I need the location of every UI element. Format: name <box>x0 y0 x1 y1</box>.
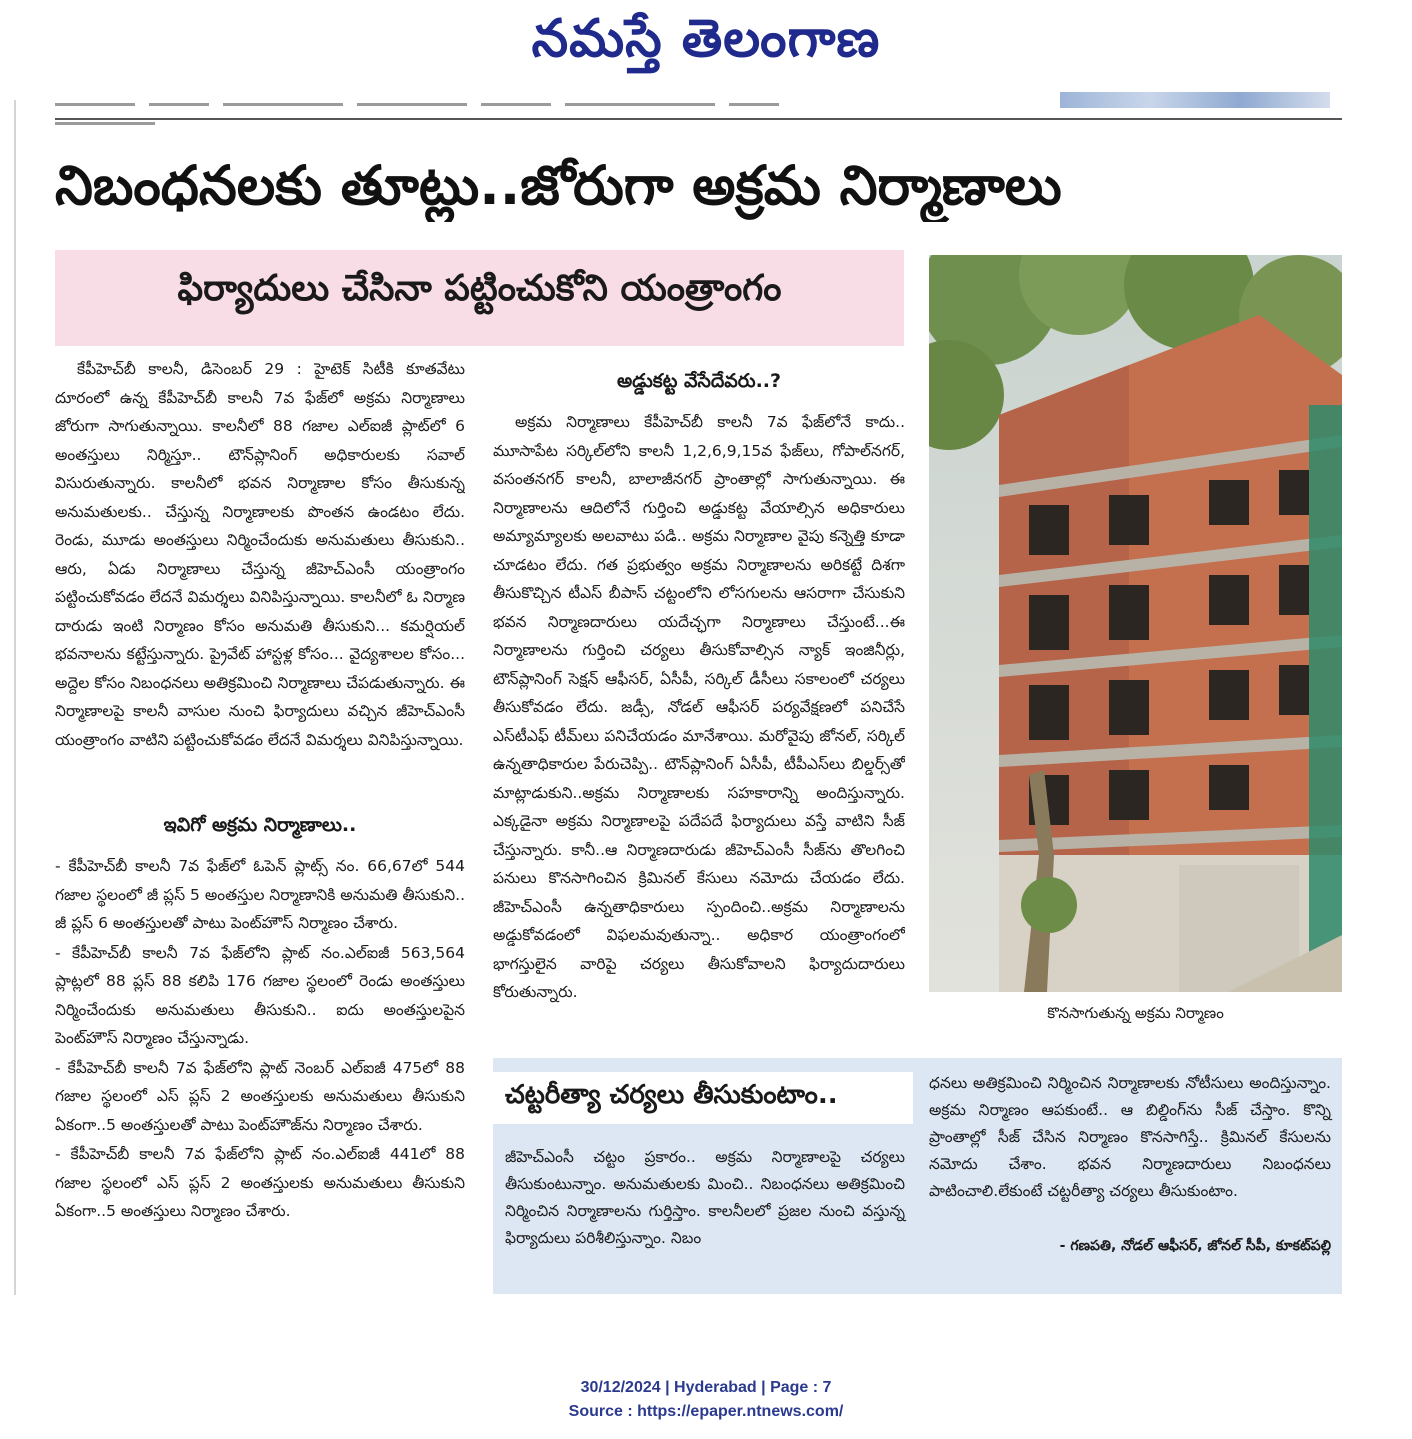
illegal-constructions-list <box>55 852 465 1272</box>
page-edge-shadow <box>14 100 16 1295</box>
statement-text-right: ధనలు అతిక్రమించి నిర్మించిన నిర్మాణాలకు నోటీసులు అందిస్తున్నాం. అక్రమ నిర్మాణం ఆపకుంటే.. ఆ బిల్డింగ్‌ను సీజ్ చేస్తాం. కొన్ని ప్రాంతాల్లో సీజ్ చేసిన నిర్మాణం కొనసాగిస్తే.. క్రిమినల్ కేసులను నమోదు చేశాం. భవన నిర్మాణదారులు నిబంధనలు పాటించాలి.లేకుంటే చట్టరీత్యా చర్యలు తీసుకుంటాం. <box>929 1074 1331 1200</box>
list-item: - కేపీహెచ్‌బీ కాలనీ 7వ ఫేజ్‌లోని ప్లాట్ నెంబర్ ఎల్‌ఐజీ 475లో 88 గజాల స్థలంలో ఎస్ ప్లస్ 2 అంతస్తులకు అనుమతులు తీసుకుని ఏకంగా..5 అంతస్తులతో పాటు పెంట్‌హౌజ్‌ను నిర్మాణం చేశారు. <box>55 1058 465 1134</box>
list-item: - కేపీహెచ్‌బీ కాలనీ 7వ ఫేజ్‌లోని ప్లాట్ నం.ఎల్‌ఐజీ 563,564 ప్లాట్లలో 88 ప్లస్ 88 కలిపి 176 గజాల స్థలంలో రెండు అంతస్తులు నిర్మించేందుకు అనుమతులు తీసుకుని.. ఐదు అంతస్తులపైన పెంట్‌హౌస్ నిర్మాణం చేస్తున్నాడు. <box>55 943 465 1047</box>
masthead-ad-thumbnail <box>1060 92 1330 108</box>
column2-heading: అడ్డుకట్ట వేసేదేవరు..? <box>616 370 782 392</box>
photo-caption: కొనసాగుతున్న అక్రమ నిర్మాణం <box>1047 1004 1224 1022</box>
masthead-date-strip <box>55 94 875 102</box>
statement-text-left: జీహెచ్‌ఎంసీ చట్టం ప్రకారం.. అక్రమ నిర్మాణాలపై చర్యలు తీసుకుంటున్నాం. అనుమతులకు మించి.. నిబంధనలు అతిక్రమించి నిర్మించిన నిర్మాణాలను గుర్తిస్తాం. కాలనీలలో ప్రజల నుంచి వస్తున్న ఫిర్యాదులు పరిశీలిస్తున్నాం. నిబం <box>505 1148 905 1247</box>
building-illustration <box>929 255 1342 992</box>
masthead-divider <box>55 118 1342 120</box>
subheadline: ఫిర్యాదులు చేసినా పట్టించుకోని యంత్రాంగం <box>177 268 782 309</box>
main-headline: నిబంధనలకు తూట్లు..జోరుగా అక్రమ నిర్మాణాలు <box>55 154 1062 217</box>
article-column-1 <box>55 355 465 754</box>
list-item: - కేపీహెచ్‌బీ కాలనీ 7వ ఫేజ్‌లోని ప్లాట్ నం.ఎల్‌ఐజీ 441లో 88 గజాల స్థలంలో ఎస్ ప్లస్ 2 అంతస్తులకు అనుమతులు తీసుకుని ఏకంగా..5 అంతస్తులు నిర్మాణం చేశారు. <box>55 1145 465 1220</box>
article-column-2 <box>493 408 905 1048</box>
column2-paragraph: అక్రమ నిర్మాణాలు కేపీహెచ్‌బీ కాలనీ 7వ ఫేజ్‌లోనే కాదు.. మూసాపేట సర్కిల్‌లోని కాలనీ 1,2,6,9,15వ ఫేజ్‌లు, గోపాల్‌నగర్, వసంతనగర్ కాలనీ, బాలాజీనగర్ ప్రాంతాల్లో సాగుతున్నాయి. ఈ నిర్మాణాలను ఆదిలోనే గుర్తించి అడ్డుకట్ట వేయాల్సిన అధికారులు అమ్యామ్యాలకు అలవాటు పడి.. అక్రమ నిర్మాణాల వైపు కన్నెత్తి కూడా చూడటం లేదు. గత ప్రభుత్వం అక్రమ నిర్మాణాలను అరికట్టే దిశగా తీసుకొచ్చిన టీఎస్ బీపాస్ చట్టంలోని లోసగులను ఆసరాగా చేసుకుని భవన నిర్మాణదారులు యదేచ్ఛగా నిర్మాణాలు చేస్తుంటే...ఈ నిర్మాణాలను గుర్తించి చర్యలు తీసుకోవాల్సిన న్యాక్ ఇంజినీర్లు, టౌన్‌ప్లానింగ్ సెక్షన్ ఆఫీసర్, ఏసీపీ, సర్కిల్ డీసీలు సకాలంలో చర్యలు తీసుకోవడం లేదు. జడ్సీ, నోడల్ ఆఫీసర్ పర్యవేక్షణలో పనిచేసే ఎస్‌టీఎఫ్ టీమ్‌లు పనిచేయడం మానేశాయి. మరోవైపు జోనల్, సర్కిల్ ఉన్నతాధికారుల పేరుచెప్పి.. టౌన్‌ప్లానింగ్ ఏసీపీ, టీపీఎస్‌లు బిల్డర్స్‌తో మాట్లాడుకుని..అక్రమ నిర్మాణాలకు సహకారాన్ని అందిస్తున్నారు. ఎక్కడైనా అక్రమ నిర్మాణాలపై పదేపదే ఫిర్యాదులు వస్తే వాటిని సీజ్ చేస్తున్నారు. కానీ..ఆ నిర్మాణదారుడు జీహెచ్‌ఎంసీ సీజ్‌ను తొలగించి పనులు కొనసాగించిన క్రిమినల్ కేసులు నమోదు చేయడం లేదు. జీహెచ్‌ఎంసీ ఉన్నతాధికారులు స్పందించి..అక్రమ నిర్మాణాలను అడ్డుకోవడంలో విఫలమవుతున్నా.. అధికార యంత్రాంగంలో భాగస్తులైన వారిపై చర్యలు తీసుకోవాలని ఫిర్యాదుదారులు కోరుతున్నారు. <box>493 413 905 1001</box>
column1-heading: ఇవిగో అక్రమ నిర్మాణాలు.. <box>163 814 357 836</box>
building-photo <box>929 255 1342 992</box>
list-item: - కేపీహెచ్‌బీ కాలనీ 7వ ఫేజ్‌లో ఓపెన్ ప్లాట్స్ నం. 66,67లో 544 గజాల స్థలంలో జీ ప్లస్ 5 అంతస్తుల నిర్మాణానికి అనుమతి తీసుకుని.. జీ ప్లస్ 6 అంతస్తులతో పాటు పెంట్‌హౌస్ నిర్మాణం చేశారు. <box>55 857 465 932</box>
statement-heading: చట్టరీత్యా చర్యలు తీసుకుంటాం.. <box>505 1080 838 1110</box>
footer-source-line[interactable]: Source : https://epaper.ntnews.com/ <box>568 1403 844 1420</box>
newspaper-masthead: నమస్తే తెలంగాణ <box>531 8 881 69</box>
column1-paragraph: కేపీహెచ్‌బీ కాలనీ, డిసెంబర్ 29 : హైటెక్ సిటీకి కూతవేటు దూరంలో ఉన్న కేపీహెచ్‌బీ కాలనీ 7వ ఫేజ్‌లో అక్రమ నిర్మాణాలు జోరుగా సాగుతున్నాయి. కాలనీలో 88 గజాల ఎల్‌ఐజీ ప్లాట్‌లో 6 అంతస్తులు నిర్మిస్తూ.. టౌన్‌ప్లానింగ్ అధికారులకు సవాల్ విసురుతున్నారు. కాలనీలో భవన నిర్మాణాల కోసం తీసుకున్న అనుమతులకు.. చేస్తున్న నిర్మాణాలకు పొంతన ఉండటం లేదు. రెండు, మూడు అంతస్తులు నిర్మించేందుకు అనుమతులు తీసుకుని.. ఆరు, ఏడు నిర్మాణాలు చేస్తున్న జీహెచ్‌ఎంసీ యంత్రాంగం పట్టించుకోవడం లేదనే విమర్శలు వినిపిస్తున్నాయి. కాలనీలో ఓ నిర్మాణ దారుడు ఇంటి నిర్మాణం కోసం అనుమతి తీసుకుని... కమర్షియల్ భవనాలను కట్టేస్తున్నారు. ప్రైవేట్ హాస్టళ్ల కోసం... వైద్యశాలల కోసం... అద్దెల కోసం నిబంధనలు అతిక్రమించి నిర్మాణాలు చేపడుతున్నారు. ఈ నిర్మాణాలపై కాలనీ వాసుల నుంచి ఫిర్యాదులు వచ్చిన జీహెచ్‌ఎంసీ యంత్రాంగం వాటిని పట్టించుకోవడం లేదనే విమర్శలు వినిపిస్తున్నాయి. <box>55 360 465 749</box>
page-footer <box>0 1376 1412 1424</box>
statement-attribution: - గణపతి, నోడల్ ఆఫీసర్, జోనల్ సీపీ, కూకట్‌పల్లి <box>1059 1238 1331 1254</box>
footer-date-line: 30/12/2024 | Hyderabad | Page : 7 <box>580 1379 832 1396</box>
